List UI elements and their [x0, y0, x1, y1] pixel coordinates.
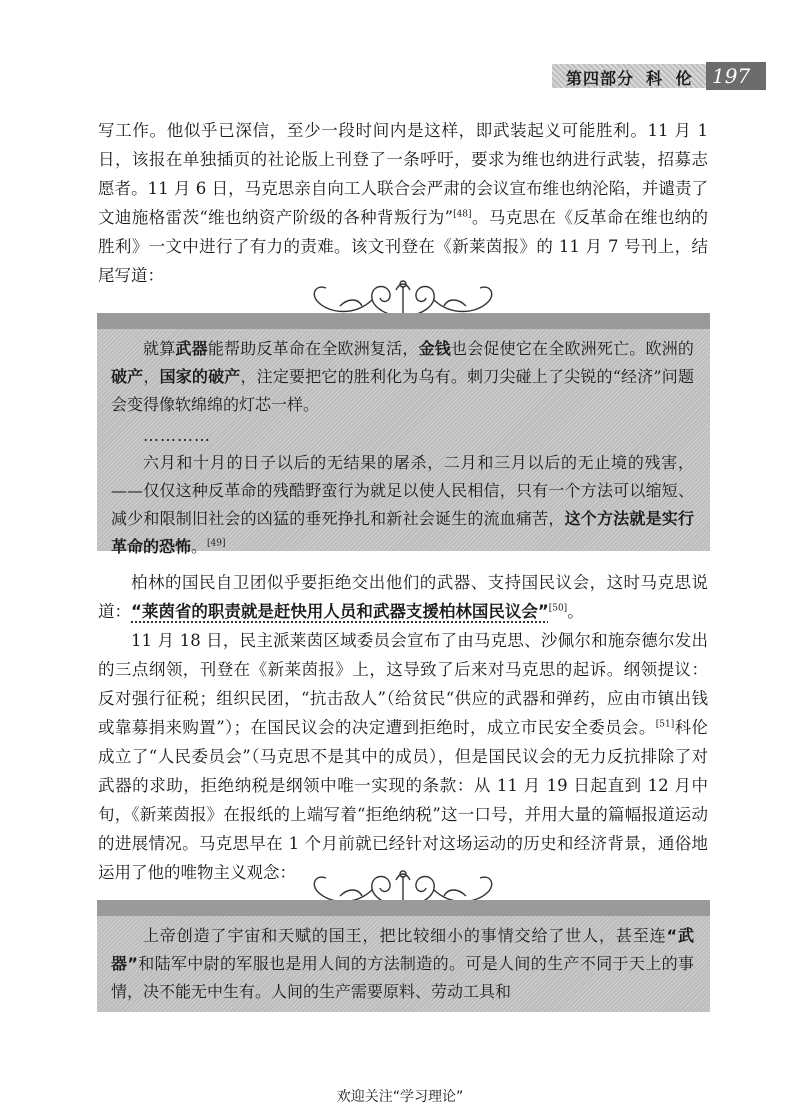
page-number: 197 [706, 62, 766, 90]
running-header-part: 第四部分 [566, 69, 635, 88]
quote-block-1 [97, 313, 710, 556]
footnote-ref: [49] [207, 538, 226, 549]
quote-band [97, 313, 710, 329]
quote-1-paragraph-1: 就算武器能帮助反革命在全欧洲复活，金钱也会促使它在全欧洲死亡。欧洲的破产，国家的破产，注定要把它的胜利化为乌有。刺刀尖碰上了尖锐的“经济”问题会变得像软绵绵的灯芯一样。 [111, 339, 694, 414]
running-header-title: 科 伦 [646, 69, 696, 88]
paragraph-2: 柏林的国民自卫团似乎要拒绝交出他们的武器、支持国民议会，这时马克思说道：“莱茵省的职责就是赶快用人员和武器支援柏林国民议会”[50]。 [98, 573, 708, 621]
footer-text: 欢迎关注“学习理论” [336, 1089, 464, 1105]
quote-band [97, 900, 710, 916]
footnote-ref: [48] [453, 209, 472, 220]
ellipsis-line: ………… [143, 426, 211, 445]
paragraph-3: 11 月 18 日，民主派莱茵区域委员会宣布了由马克思、沙佩尔和施奈德尔发出的三点纲领，刊登在《新莱茵报》上，这导致了后来对马克思的起诉。纲领提议：反对强行征税；组织民团，“抗击敌人”（给贫民“供应的武器和弹药，应由市镇出钱或靠募捐来购置”）；在国民议会的决定遭到拒绝时，成立市民安全委员会。[51]科伦成立了“人民委员会”（马克思不是其中的成员），但是国民议会的无力反抗排除了对武器的求助，拒绝纳税是纲领中唯一实现的条款：从 11 月 19 日起直到 12 月中旬，《新莱茵报》在报纸的上端写着“拒绝纳税”这一口号，并用大量的篇幅报道运动的进展情况。马克思早在 1 个月前就已经针对这场运动的历史和经济背景，通俗地运用了他的唯物主义观念： [98, 631, 709, 882]
paragraph-1: 写工作。他似乎已深信，至少一段时间内是这样，即武装起义可能胜利。11 月 1 日，该报在单独插页的社论版上刊登了一条呼吁，要求为维也纳进行武装，招募志愿者。11 月 6 日，马克思亲自向工人联合会严肃的会议宣布维也纳沦陷，并谴责了文迪施格雷茨“维也纳资产阶级的各种背叛行为”[48]。马克思在《反革命在维也纳的胜利》一文中进行了有力的责难。该文刊登在《新莱茵报》的 11 月 7 号刊上，结尾写道： [98, 121, 709, 285]
quote-1-paragraph-2: 六月和十月的日子以后的无结果的屠杀，二月和三月以后的无止境的残害，——仅仅这种反革命的残酷野蛮行为就足以使人民相信，只有一个方法可以缩短、减少和限制旧社会的凶猛的垂死挣扎和新社会诞生的流血痛苦，这个方法就是实行革命的恐怖。[49] [111, 453, 694, 556]
footnote-ref: [51] [655, 719, 675, 730]
quote-block-2 [97, 900, 710, 1012]
footnote-ref: [50] [548, 603, 568, 614]
quote-2-paragraph: 上帝创造了宇宙和天赋的国王，把比较细小的事情交给了世人，甚至连“武器”和陆军中尉的军服也是用人间的方法制造的。可是人间的生产不同于天上的事情，决不能无中生有。人间的生产需要原料、劳动工具和 [111, 926, 694, 1001]
